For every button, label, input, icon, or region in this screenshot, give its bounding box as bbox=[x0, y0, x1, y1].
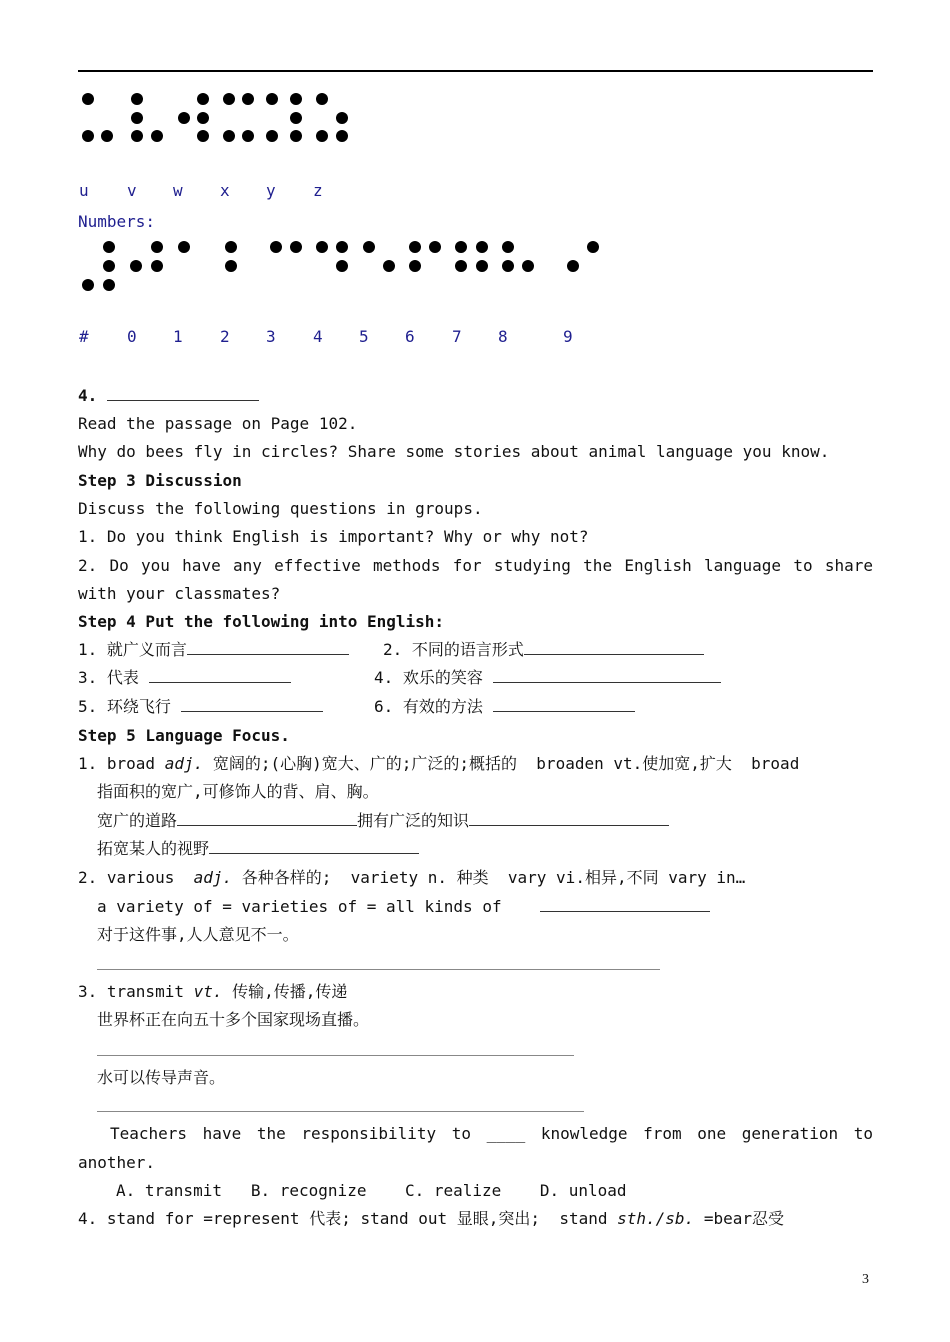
braille-number-dot bbox=[587, 241, 599, 253]
braille-number-dot bbox=[429, 241, 441, 253]
braille-number-dot bbox=[151, 260, 163, 272]
point-3-line-3: 水可以传导声音。 bbox=[97, 1068, 226, 1087]
step-4-item-6: 6. 有效的方法 bbox=[374, 696, 635, 718]
letter-label-x: x bbox=[220, 181, 230, 200]
step-4-blank-4[interactable] bbox=[493, 668, 721, 683]
number-label-4: 4 bbox=[313, 327, 323, 346]
step-3-question-1: 1. Do you think English is important? Why or why not? bbox=[78, 527, 589, 546]
braille-letter-dot bbox=[101, 130, 113, 142]
number-label-3: 3 bbox=[266, 327, 276, 346]
braille-number-dot bbox=[103, 279, 115, 291]
braille-number-dot bbox=[409, 260, 421, 272]
letter-label-y: y bbox=[266, 181, 276, 200]
point-1-blank-3[interactable] bbox=[209, 839, 419, 854]
point-1-line-2: 指面积的宽广,可修饰人的背、肩、胸。 bbox=[97, 782, 379, 801]
point-3-line-2: 世界杯正在向五十多个国家现场直播。 bbox=[97, 1010, 370, 1029]
step-3-title: Step 3 Discussion bbox=[78, 471, 242, 490]
braille-letter-dot bbox=[316, 130, 328, 142]
braille-number-dot bbox=[455, 241, 467, 253]
braille-number-dot bbox=[476, 241, 488, 253]
braille-number-dot bbox=[225, 241, 237, 253]
step-3-question-2-cont: with your classmates? bbox=[78, 584, 281, 603]
braille-letter-dot bbox=[223, 130, 235, 142]
braille-number-dot bbox=[522, 260, 534, 272]
braille-number-dot bbox=[476, 260, 488, 272]
point-3-answer-line-2[interactable] bbox=[97, 1111, 584, 1112]
braille-number-dot bbox=[270, 241, 282, 253]
braille-number-dot bbox=[178, 241, 190, 253]
braille-letter-dot bbox=[316, 93, 328, 105]
step-4-blank-5[interactable] bbox=[181, 697, 323, 712]
section-4-title bbox=[78, 385, 259, 407]
top-rule bbox=[78, 70, 873, 72]
number-label-0: 0 bbox=[127, 327, 137, 346]
point-1-line-1: 1. broad adj. 宽阔的;(心胸)宽大、广的;广泛的;概括的 broaden vt.使加宽,扩大 broad bbox=[78, 754, 800, 773]
step-4-blank-2[interactable] bbox=[524, 640, 704, 655]
section-4-number: 4. bbox=[78, 386, 98, 405]
step-4-item-1: 1. 就广义而言 bbox=[78, 639, 349, 661]
point-2-line-3: 对于这件事,人人意见不一。 bbox=[97, 925, 299, 944]
braille-letter-dot bbox=[266, 93, 278, 105]
braille-letter-dot bbox=[290, 93, 302, 105]
point-3-line-1: 3. transmit vt. 传输,传播,传递 bbox=[78, 982, 348, 1001]
point-1-blank-2[interactable] bbox=[469, 811, 669, 826]
braille-letter-dot bbox=[336, 112, 348, 124]
point-2-blank-1[interactable] bbox=[540, 897, 710, 912]
step-4-item-2: 2. 不同的语言形式 bbox=[383, 639, 704, 661]
number-label-9: 9 bbox=[563, 327, 573, 346]
point-2-line-2: a variety of = varieties of = all kinds of bbox=[97, 896, 710, 918]
letter-label-z: z bbox=[313, 181, 323, 200]
braille-letter-dot bbox=[197, 112, 209, 124]
number-label-6: 6 bbox=[405, 327, 415, 346]
braille-letter-dot bbox=[266, 130, 278, 142]
braille-number-dot bbox=[502, 241, 514, 253]
braille-number-dot bbox=[455, 260, 467, 272]
braille-number-dot bbox=[336, 260, 348, 272]
braille-letter-dot bbox=[242, 93, 254, 105]
step-3-intro: Discuss the following questions in groups. bbox=[78, 499, 483, 518]
number-label-5: 5 bbox=[359, 327, 369, 346]
section-4-blank[interactable] bbox=[107, 386, 259, 401]
number-label-hash: # bbox=[79, 327, 89, 346]
point-1-line-3: 宽广的道路 拥有广泛的知识 bbox=[97, 810, 669, 832]
step-4-blank-1[interactable] bbox=[187, 640, 349, 655]
page-number: 3 bbox=[862, 1272, 869, 1287]
braille-number-dot bbox=[502, 260, 514, 272]
braille-number-dot bbox=[103, 241, 115, 253]
numbers-heading: Numbers: bbox=[78, 212, 156, 231]
braille-letter-dot bbox=[290, 112, 302, 124]
braille-number-dot bbox=[316, 241, 328, 253]
point-4-line-1: 4. stand for =represent 代表; stand out 显眼,突出; stand sth./sb. =bear忍受 bbox=[78, 1209, 784, 1228]
letter-label-u: u bbox=[79, 181, 89, 200]
braille-letter-dot bbox=[197, 93, 209, 105]
number-label-2: 2 bbox=[220, 327, 230, 346]
step-4-blank-6[interactable] bbox=[493, 697, 635, 712]
braille-number-dot bbox=[409, 241, 421, 253]
section-4-line-1: Read the passage on Page 102. bbox=[78, 414, 358, 433]
braille-number-dot bbox=[363, 241, 375, 253]
point-2-answer-line[interactable] bbox=[97, 969, 660, 970]
section-4-line-2: Why do bees fly in circles? Share some stories about animal language you know. bbox=[78, 442, 830, 461]
point-3-question: Teachers have the responsibility to ____ knowledge from one generation to bbox=[110, 1124, 873, 1143]
braille-letter-dot bbox=[178, 112, 190, 124]
braille-letter-dot bbox=[242, 130, 254, 142]
number-label-1: 1 bbox=[173, 327, 183, 346]
point-1-blank-1[interactable] bbox=[177, 811, 357, 826]
braille-number-dot bbox=[103, 260, 115, 272]
braille-letter-dot bbox=[197, 130, 209, 142]
braille-letter-dot bbox=[131, 130, 143, 142]
braille-number-dot bbox=[82, 279, 94, 291]
braille-letter-dot bbox=[151, 130, 163, 142]
braille-number-dot bbox=[383, 260, 395, 272]
number-label-8: 8 bbox=[498, 327, 508, 346]
step-5-title: Step 5 Language Focus. bbox=[78, 726, 290, 745]
braille-number-dot bbox=[225, 260, 237, 272]
step-4-item-4: 4. 欢乐的笑容 bbox=[374, 667, 721, 689]
letter-label-v: v bbox=[127, 181, 137, 200]
point-1-line-4: 拓宽某人的视野 bbox=[97, 838, 419, 860]
point-2-line-1: 2. various adj. 各种各样的; variety n. 种类 vary vi.相异,不同 vary in… bbox=[78, 868, 746, 887]
step-4-title: Step 4 Put the following into English: bbox=[78, 612, 445, 631]
braille-number-dot bbox=[130, 260, 142, 272]
number-label-7: 7 bbox=[452, 327, 462, 346]
braille-letter-dot bbox=[336, 130, 348, 142]
braille-number-dot bbox=[151, 241, 163, 253]
braille-letter-dot bbox=[290, 130, 302, 142]
step-4-blank-3[interactable] bbox=[149, 668, 291, 683]
step-4-item-5: 5. 环绕飞行 bbox=[78, 696, 323, 718]
letter-label-w: w bbox=[173, 181, 183, 200]
point-3-question-cont: another. bbox=[78, 1153, 156, 1172]
braille-number-dot bbox=[336, 241, 348, 253]
step-4-item-3: 3. 代表 bbox=[78, 667, 291, 689]
braille-letter-dot bbox=[82, 130, 94, 142]
braille-letter-dot bbox=[82, 93, 94, 105]
point-3-answer-line-1[interactable] bbox=[97, 1055, 574, 1056]
braille-number-dot bbox=[290, 241, 302, 253]
braille-letter-dot bbox=[131, 112, 143, 124]
braille-letter-dot bbox=[223, 93, 235, 105]
step-3-question-2: 2. Do you have any effective methods for studying the English language to share bbox=[78, 556, 873, 575]
braille-number-dot bbox=[567, 260, 579, 272]
point-3-options: A. transmit B. recognize C. realize D. unload bbox=[116, 1181, 627, 1200]
braille-letter-dot bbox=[131, 93, 143, 105]
